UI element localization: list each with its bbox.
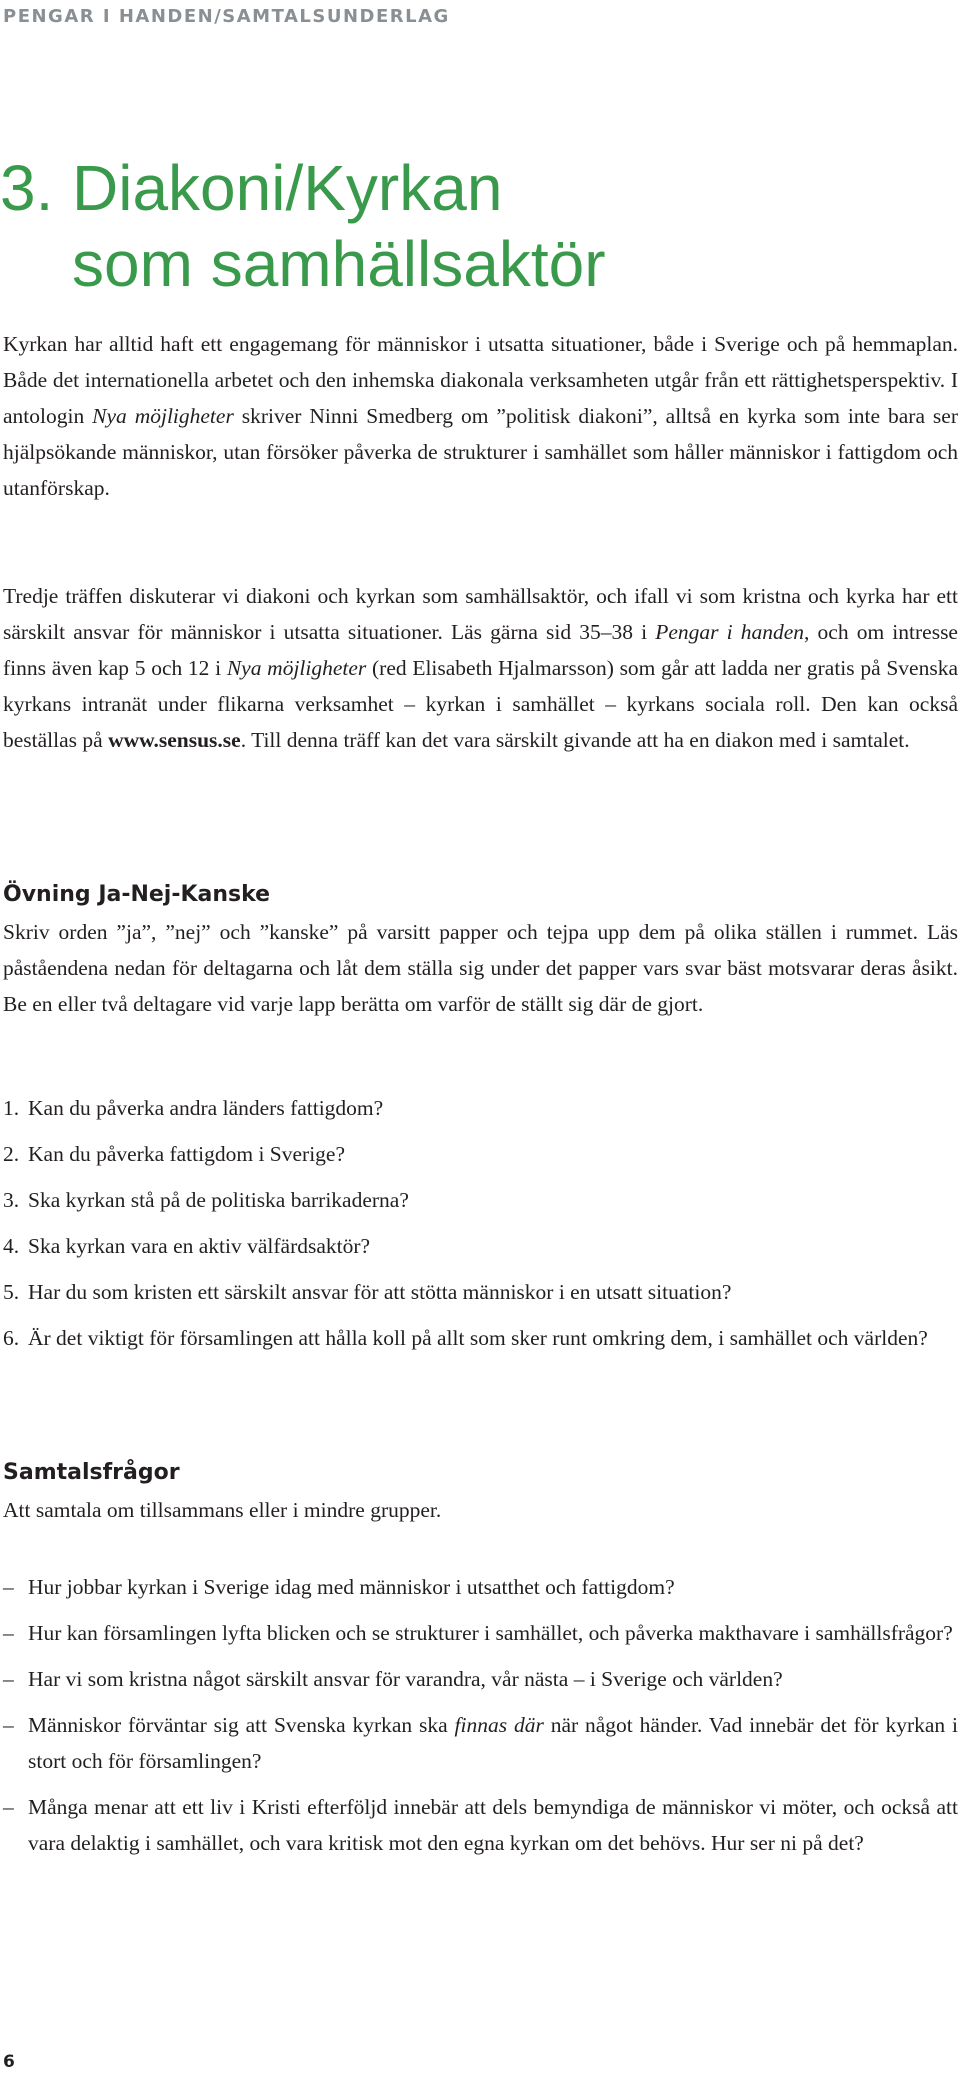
list-marker: 3. (3, 1188, 20, 1212)
list-item (3, 1320, 958, 1356)
statement-text: Är det viktigt för församlingen att hålla koll på allt som sker runt omkring dem, i samhället och världen? (28, 1326, 928, 1350)
chapter-title-line2: som samhällsaktör (72, 228, 606, 300)
exercise-heading: Övning Ja-Nej-Kanske (3, 882, 271, 907)
questions-intro: Att samtala om tillsammans eller i mindre grupper. (3, 1498, 442, 1522)
questions-section (3, 1458, 958, 1528)
question-text: Hur jobbar kyrkan i Sverige idag med människor i utsatthet och fattigdom? (28, 1575, 675, 1599)
dash-marker: – (3, 1713, 14, 1737)
intro-section-2 (3, 578, 958, 758)
list-marker: 6. (3, 1326, 20, 1350)
list-item (3, 1228, 958, 1264)
page-number: 6 (3, 2052, 15, 2072)
question-text: Människor förväntar sig att Svenska kyrkan ska (28, 1713, 455, 1737)
intro-p1-text-b: skriver Ninni Smedberg om ”politisk diakoni”, alltså en kyrka som inte bara ser hjälpsökande människor, utan försöker påverka de strukturer i samhället som håller människor i fattigdom och utanförskap. (3, 404, 958, 500)
statement-text: Ska kyrkan vara en aktiv välfärdsaktör? (28, 1234, 371, 1258)
list-item (3, 1274, 958, 1310)
question-text: när något händer. Vad innebär det för kyrkan i stort och för församlingen? (28, 1713, 958, 1773)
dash-marker: – (3, 1667, 14, 1691)
statement-text: Har du som kristen ett särskilt ansvar för att stötta människor i en utsatt situation? (28, 1280, 732, 1304)
book-title: Pengar i handen (655, 620, 805, 644)
intro-paragraph-1 (3, 326, 958, 506)
list-item (3, 1615, 958, 1651)
statement-list (3, 1090, 958, 1356)
intro-p2-text-c: (red Elisabeth Hjalmarsson) som går att ladda ner gratis på Svenska kyrkans intranät under flikarna verksamhet – kyrkan i samhället – kyrkans sociala roll. Den kan också beställas på (3, 656, 958, 752)
statement-text: Ska kyrkan stå på de politiska barrikaderna? (28, 1188, 409, 1212)
intro-section (3, 326, 958, 506)
book-title: Nya möjligheter (226, 656, 367, 680)
chapter-number: 3. (0, 152, 54, 224)
question-text: Många menar att ett liv i Kristi efterföljd innebär att dels bemyndiga de människor vi möter, och också att vara delaktig i samhället, och vara kritisk mot den egna kyrkan om det behövs. Hur ser ni på det? (28, 1795, 958, 1855)
questions-list-section (3, 1569, 958, 1871)
list-item (3, 1182, 958, 1218)
list-item (3, 1789, 958, 1861)
intro-paragraph-2 (3, 578, 958, 758)
question-text: Hur kan församlingen lyfta blicken och se strukturer i samhället, och påverka makthavare i samhällsfrågor? (28, 1621, 953, 1645)
list-marker: 4. (3, 1234, 20, 1258)
dash-marker: – (3, 1621, 14, 1645)
exercise-text: Skriv orden ”ja”, ”nej” och ”kanske” på varsitt papper och tejpa upp dem på olika ställen i rummet. Läs påståendena nedan för deltagarna och låt dem ställa sig under det papper vars svar bäst motsvarar deras åsikt. Be en eller två deltagare vid varje lapp berätta om varför de ställt sig där de gjort. (3, 920, 958, 1016)
list-marker: 2. (3, 1142, 20, 1166)
emphasis-text: finnas där (454, 1713, 544, 1737)
book-title: Nya möjligheter (92, 404, 234, 428)
statements-section (3, 1090, 958, 1366)
list-item (3, 1707, 958, 1779)
dash-marker: – (3, 1575, 14, 1599)
dash-marker: – (3, 1795, 14, 1819)
question-text: Har vi som kristna något särskilt ansvar för varandra, vår nästa – i Sverige och världen? (28, 1667, 783, 1691)
running-head: PENGAR I HANDEN/SAMTALSUNDERLAG (3, 6, 450, 27)
statement-text: Kan du påverka fattigdom i Sverige? (28, 1142, 346, 1166)
list-item (3, 1090, 958, 1126)
sensus-link[interactable]: www.sensus.se (108, 728, 241, 752)
intro-p2-text-d: . Till denna träff kan det vara särskilt givande att ha en diakon med i samtalet. (240, 728, 910, 752)
statement-text: Kan du påverka andra länders fattigdom? (28, 1096, 384, 1120)
intro-p2-text-b: , och om intresse finns även kap 5 och 12 i (3, 620, 958, 680)
list-marker: 5. (3, 1280, 20, 1304)
list-item (3, 1136, 958, 1172)
list-marker: 1. (3, 1096, 20, 1120)
intro-p1-text-a: Kyrkan har alltid haft ett engagemang för människor i utsatta situationer, både i Sverige och på hemmaplan. Både det internationella arbetet och den inhemska diakonala verksamheten utgår från ett rättighetsperspektiv. I antologin (3, 332, 958, 428)
chapter-title-line1: Diakoni/Kyrkan (72, 152, 503, 224)
chapter-title (0, 150, 606, 302)
intro-p2-text-a: Tredje träffen diskuterar vi diakoni och kyrkan som samhällsaktör, och ifall vi som kristna och kyrka har ett särskilt ansvar för människor i utsatta situationer. Läs gärna sid 35–38 i (3, 584, 958, 644)
exercise-section (3, 880, 958, 1022)
list-item (3, 1569, 958, 1605)
question-list (3, 1569, 958, 1861)
questions-heading: Samtalsfrågor (3, 1460, 180, 1485)
list-item (3, 1661, 958, 1697)
